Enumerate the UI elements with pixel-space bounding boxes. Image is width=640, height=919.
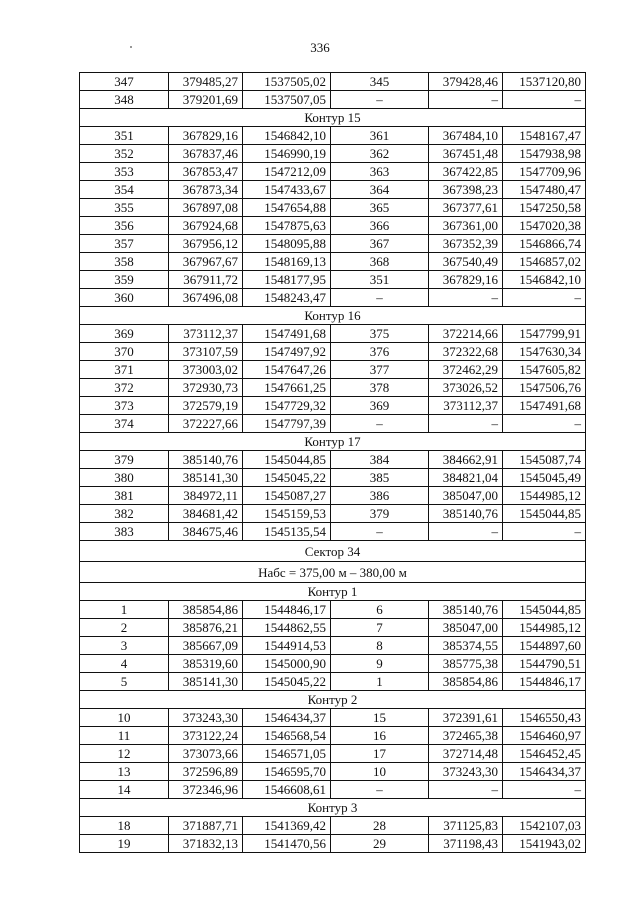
x-coordinate-cell: 373122,24 (169, 727, 243, 745)
contour-heading-row (80, 433, 586, 451)
x-coordinate-cell: 367911,72 (169, 271, 243, 289)
y-coordinate-cell: 1548095,88 (243, 235, 331, 253)
x-coordinate-cell: 385140,76 (429, 601, 503, 619)
contour-title: Контур 2 (80, 691, 586, 709)
y-coordinate-cell: 1537120,80 (503, 73, 586, 91)
point-number-cell: 11 (80, 727, 169, 745)
x-coordinate-cell: 385854,86 (429, 673, 503, 691)
x-coordinate-cell: 373243,30 (429, 763, 503, 781)
point-number-cell: 358 (80, 253, 169, 271)
y-coordinate-cell: 1547020,38 (503, 217, 586, 235)
point-number-cell: 376 (331, 343, 429, 361)
y-coordinate-cell: 1546866,74 (503, 235, 586, 253)
y-coordinate-cell: 1546452,45 (503, 745, 586, 763)
point-number-cell: 13 (80, 763, 169, 781)
y-coordinate-cell: 1546434,37 (243, 709, 331, 727)
point-number-cell: 7 (331, 619, 429, 637)
y-coordinate-cell: 1547709,96 (503, 163, 586, 181)
table-row (80, 601, 586, 619)
y-coordinate-cell: 1547729,32 (243, 397, 331, 415)
y-coordinate-cell: 1547506,76 (503, 379, 586, 397)
point-number-cell: 6 (331, 601, 429, 619)
point-number-cell: 356 (80, 217, 169, 235)
x-coordinate-cell: 372391,61 (429, 709, 503, 727)
x-coordinate-cell: 367451,48 (429, 145, 503, 163)
point-number-cell: – (331, 415, 429, 433)
y-coordinate-cell: 1547491,68 (503, 397, 586, 415)
y-coordinate-cell: 1547647,26 (243, 361, 331, 379)
y-coordinate-cell: 1546842,10 (243, 127, 331, 145)
point-number-cell: 377 (331, 361, 429, 379)
point-number-cell: 365 (331, 199, 429, 217)
point-number-cell: 1 (331, 673, 429, 691)
y-coordinate-cell: 1547491,68 (243, 325, 331, 343)
contour-heading-row (80, 583, 586, 601)
point-number-cell: 9 (331, 655, 429, 673)
point-number-cell: 382 (80, 505, 169, 523)
x-coordinate-cell: 384821,04 (429, 469, 503, 487)
y-coordinate-cell: 1547480,47 (503, 181, 586, 199)
y-coordinate-cell: 1541369,42 (243, 817, 331, 835)
x-coordinate-cell: 373243,30 (169, 709, 243, 727)
x-coordinate-cell: 385667,09 (169, 637, 243, 655)
table-row (80, 745, 586, 763)
x-coordinate-cell: 372930,73 (169, 379, 243, 397)
y-coordinate-cell: 1546434,37 (503, 763, 586, 781)
point-number-cell: 385 (331, 469, 429, 487)
contour-title: Контур 16 (80, 307, 586, 325)
table-row (80, 523, 586, 541)
y-coordinate-cell: 1544790,51 (503, 655, 586, 673)
y-coordinate-cell: 1544985,12 (503, 487, 586, 505)
y-coordinate-cell: 1547605,82 (503, 361, 586, 379)
x-coordinate-cell: 372346,96 (169, 781, 243, 799)
x-coordinate-cell: 372227,66 (169, 415, 243, 433)
y-coordinate-cell: 1544914,53 (243, 637, 331, 655)
y-coordinate-cell: 1542107,03 (503, 817, 586, 835)
point-number-cell: 10 (331, 763, 429, 781)
point-number-cell: 351 (80, 127, 169, 145)
sector-row (80, 541, 586, 562)
point-number-cell: 357 (80, 235, 169, 253)
x-coordinate-cell: 385374,55 (429, 637, 503, 655)
table-row (80, 181, 586, 199)
point-number-cell: 351 (331, 271, 429, 289)
point-number-cell: 347 (80, 73, 169, 91)
x-coordinate-cell: 385047,00 (429, 487, 503, 505)
table-row (80, 325, 586, 343)
x-coordinate-cell: 373112,37 (169, 325, 243, 343)
y-coordinate-cell: 1546550,43 (503, 709, 586, 727)
point-number-cell: 28 (331, 817, 429, 835)
x-coordinate-cell: 367829,16 (169, 127, 243, 145)
table-row (80, 361, 586, 379)
x-coordinate-cell: 385141,30 (169, 469, 243, 487)
table-row (80, 217, 586, 235)
x-coordinate-cell: 385854,86 (169, 601, 243, 619)
x-coordinate-cell: – (429, 415, 503, 433)
y-coordinate-cell: 1544846,17 (503, 673, 586, 691)
y-coordinate-cell: 1548169,13 (243, 253, 331, 271)
x-coordinate-cell: 372462,29 (429, 361, 503, 379)
y-coordinate-cell: 1537507,05 (243, 91, 331, 109)
y-coordinate-cell: 1545044,85 (503, 505, 586, 523)
contour-heading-row (80, 307, 586, 325)
y-coordinate-cell: 1546568,54 (243, 727, 331, 745)
x-coordinate-cell: – (429, 523, 503, 541)
x-coordinate-cell: 367398,23 (429, 181, 503, 199)
point-number-cell: 18 (80, 817, 169, 835)
x-coordinate-cell: 367897,08 (169, 199, 243, 217)
y-coordinate-cell: 1546571,05 (243, 745, 331, 763)
table-row (80, 199, 586, 217)
x-coordinate-cell: 367352,39 (429, 235, 503, 253)
y-coordinate-cell: 1547799,91 (503, 325, 586, 343)
y-coordinate-cell: 1547654,88 (243, 199, 331, 217)
y-coordinate-cell: – (503, 415, 586, 433)
x-coordinate-cell: 372579,19 (169, 397, 243, 415)
x-coordinate-cell: 385775,38 (429, 655, 503, 673)
point-number-cell: 348 (80, 91, 169, 109)
y-coordinate-cell: – (503, 523, 586, 541)
y-coordinate-cell: 1547797,39 (243, 415, 331, 433)
table-row (80, 289, 586, 307)
x-coordinate-cell: 384675,46 (169, 523, 243, 541)
point-number-cell: 374 (80, 415, 169, 433)
point-number-cell: 369 (80, 325, 169, 343)
table-row (80, 619, 586, 637)
x-coordinate-cell: 367829,16 (429, 271, 503, 289)
table-row (80, 727, 586, 745)
y-coordinate-cell: 1545044,85 (243, 451, 331, 469)
y-coordinate-cell: 1548243,47 (243, 289, 331, 307)
point-number-cell: 16 (331, 727, 429, 745)
point-number-cell: 373 (80, 397, 169, 415)
point-number-cell: 29 (331, 835, 429, 853)
table-row (80, 637, 586, 655)
y-coordinate-cell: 1544862,55 (243, 619, 331, 637)
point-number-cell: 379 (80, 451, 169, 469)
table-row (80, 673, 586, 691)
coordinates-table (79, 72, 586, 853)
point-number-cell: 4 (80, 655, 169, 673)
table-row (80, 781, 586, 799)
x-coordinate-cell: 385140,76 (429, 505, 503, 523)
table-row (80, 763, 586, 781)
table-row (80, 469, 586, 487)
point-number-cell: 353 (80, 163, 169, 181)
x-coordinate-cell: 367377,61 (429, 199, 503, 217)
table-row (80, 271, 586, 289)
point-number-cell: 1 (80, 601, 169, 619)
point-number-cell: 381 (80, 487, 169, 505)
table-row (80, 451, 586, 469)
point-number-cell: 378 (331, 379, 429, 397)
sector-title: Набс = 375,00 м – 380,00 м (80, 562, 586, 583)
x-coordinate-cell: 373107,59 (169, 343, 243, 361)
point-number-cell: 366 (331, 217, 429, 235)
table-row (80, 379, 586, 397)
y-coordinate-cell: 1545087,74 (503, 451, 586, 469)
x-coordinate-cell: 373026,52 (429, 379, 503, 397)
point-number-cell: 386 (331, 487, 429, 505)
point-number-cell: 3 (80, 637, 169, 655)
y-coordinate-cell: 1547250,58 (503, 199, 586, 217)
y-coordinate-cell: 1544985,12 (503, 619, 586, 637)
point-number-cell: 17 (331, 745, 429, 763)
y-coordinate-cell: 1541943,02 (503, 835, 586, 853)
table-row (80, 835, 586, 853)
y-coordinate-cell: 1537505,02 (243, 73, 331, 91)
point-number-cell: 360 (80, 289, 169, 307)
y-coordinate-cell: 1545045,22 (243, 673, 331, 691)
contour-title: Контур 15 (80, 109, 586, 127)
y-coordinate-cell: 1546842,10 (503, 271, 586, 289)
x-coordinate-cell: 372214,66 (429, 325, 503, 343)
y-coordinate-cell: 1545000,90 (243, 655, 331, 673)
point-number-cell: 370 (80, 343, 169, 361)
y-coordinate-cell: 1548177,95 (243, 271, 331, 289)
x-coordinate-cell: – (429, 91, 503, 109)
x-coordinate-cell: 367837,46 (169, 145, 243, 163)
point-number-cell: 5 (80, 673, 169, 691)
point-number-cell: 380 (80, 469, 169, 487)
contour-heading-row (80, 109, 586, 127)
y-coordinate-cell: 1546990,19 (243, 145, 331, 163)
table-row (80, 73, 586, 91)
point-number-cell: 367 (331, 235, 429, 253)
x-coordinate-cell: 372322,68 (429, 343, 503, 361)
table-row (80, 397, 586, 415)
x-coordinate-cell: 371887,71 (169, 817, 243, 835)
x-coordinate-cell: 367361,00 (429, 217, 503, 235)
table-row (80, 505, 586, 523)
y-coordinate-cell: 1544897,60 (503, 637, 586, 655)
point-number-cell: – (331, 523, 429, 541)
y-coordinate-cell: 1547938,98 (503, 145, 586, 163)
point-number-cell: 10 (80, 709, 169, 727)
sector-title: Сектор 34 (80, 541, 586, 562)
y-coordinate-cell: 1547433,67 (243, 181, 331, 199)
x-coordinate-cell: 385141,30 (169, 673, 243, 691)
x-coordinate-cell: 384681,42 (169, 505, 243, 523)
contour-title: Контур 1 (80, 583, 586, 601)
y-coordinate-cell: 1545159,53 (243, 505, 331, 523)
y-coordinate-cell: 1545045,22 (243, 469, 331, 487)
point-number-cell: 364 (331, 181, 429, 199)
y-coordinate-cell: 1547212,09 (243, 163, 331, 181)
point-number-cell: 369 (331, 397, 429, 415)
x-coordinate-cell: 367924,68 (169, 217, 243, 235)
y-coordinate-cell: 1545087,27 (243, 487, 331, 505)
x-coordinate-cell: 385876,21 (169, 619, 243, 637)
point-number-cell: 14 (80, 781, 169, 799)
x-coordinate-cell: 367956,12 (169, 235, 243, 253)
point-number-cell: 383 (80, 523, 169, 541)
point-number-cell: 355 (80, 199, 169, 217)
x-coordinate-cell: 373073,66 (169, 745, 243, 763)
point-number-cell: 15 (331, 709, 429, 727)
y-coordinate-cell: 1546460,97 (503, 727, 586, 745)
y-coordinate-cell: 1541470,56 (243, 835, 331, 853)
contour-heading-row (80, 799, 586, 817)
y-coordinate-cell: 1546857,02 (503, 253, 586, 271)
point-number-cell: 19 (80, 835, 169, 853)
y-coordinate-cell: 1544846,17 (243, 601, 331, 619)
table-row (80, 235, 586, 253)
table-row (80, 91, 586, 109)
x-coordinate-cell: 367967,67 (169, 253, 243, 271)
x-coordinate-cell: 367873,34 (169, 181, 243, 199)
point-number-cell: 363 (331, 163, 429, 181)
point-number-cell: 352 (80, 145, 169, 163)
point-number-cell: 375 (331, 325, 429, 343)
x-coordinate-cell: 385047,00 (429, 619, 503, 637)
y-coordinate-cell: 1545045,49 (503, 469, 586, 487)
point-number-cell: 2 (80, 619, 169, 637)
x-coordinate-cell: 379485,27 (169, 73, 243, 91)
point-number-cell: – (331, 781, 429, 799)
point-number-cell: 345 (331, 73, 429, 91)
point-number-cell: 362 (331, 145, 429, 163)
y-coordinate-cell: 1547875,63 (243, 217, 331, 235)
x-coordinate-cell: 367540,49 (429, 253, 503, 271)
table-row (80, 253, 586, 271)
x-coordinate-cell: 367853,47 (169, 163, 243, 181)
point-number-cell: 361 (331, 127, 429, 145)
table-row (80, 343, 586, 361)
contour-heading-row (80, 691, 586, 709)
point-number-cell: 368 (331, 253, 429, 271)
x-coordinate-cell: 367484,10 (429, 127, 503, 145)
x-coordinate-cell: 372714,48 (429, 745, 503, 763)
x-coordinate-cell: 384662,91 (429, 451, 503, 469)
y-coordinate-cell: 1546608,61 (243, 781, 331, 799)
x-coordinate-cell: 379428,46 (429, 73, 503, 91)
x-coordinate-cell: 385319,60 (169, 655, 243, 673)
x-coordinate-cell: 367496,08 (169, 289, 243, 307)
sector-row (80, 562, 586, 583)
x-coordinate-cell: 379201,69 (169, 91, 243, 109)
y-coordinate-cell: 1545135,54 (243, 523, 331, 541)
point-number-cell: 8 (331, 637, 429, 655)
point-number-cell: 372 (80, 379, 169, 397)
point-number-cell: 12 (80, 745, 169, 763)
y-coordinate-cell: – (503, 781, 586, 799)
y-coordinate-cell: 1547630,34 (503, 343, 586, 361)
point-number-cell: 384 (331, 451, 429, 469)
x-coordinate-cell: 372465,38 (429, 727, 503, 745)
point-number-cell: 354 (80, 181, 169, 199)
table-row (80, 127, 586, 145)
page-number: 336 (310, 40, 330, 55)
y-coordinate-cell: 1548167,47 (503, 127, 586, 145)
x-coordinate-cell: – (429, 289, 503, 307)
table-row (80, 163, 586, 181)
x-coordinate-cell: 372596,89 (169, 763, 243, 781)
point-number-cell: – (331, 91, 429, 109)
point-number-cell: – (331, 289, 429, 307)
x-coordinate-cell: 371125,83 (429, 817, 503, 835)
table-row (80, 817, 586, 835)
y-coordinate-cell: 1546595,70 (243, 763, 331, 781)
table-row (80, 655, 586, 673)
x-coordinate-cell: 373003,02 (169, 361, 243, 379)
contour-title: Контур 3 (80, 799, 586, 817)
x-coordinate-cell: 385140,76 (169, 451, 243, 469)
table-row (80, 145, 586, 163)
y-coordinate-cell: 1547497,92 (243, 343, 331, 361)
table-row (80, 487, 586, 505)
scan-speck (130, 46, 132, 48)
y-coordinate-cell: – (503, 289, 586, 307)
x-coordinate-cell: 384972,11 (169, 487, 243, 505)
x-coordinate-cell: 367422,85 (429, 163, 503, 181)
contour-title: Контур 17 (80, 433, 586, 451)
table-row (80, 415, 586, 433)
x-coordinate-cell: – (429, 781, 503, 799)
y-coordinate-cell: 1545044,85 (503, 601, 586, 619)
point-number-cell: 379 (331, 505, 429, 523)
point-number-cell: 371 (80, 361, 169, 379)
x-coordinate-cell: 371198,43 (429, 835, 503, 853)
x-coordinate-cell: 373112,37 (429, 397, 503, 415)
table-row (80, 709, 586, 727)
point-number-cell: 359 (80, 271, 169, 289)
x-coordinate-cell: 371832,13 (169, 835, 243, 853)
y-coordinate-cell: 1547661,25 (243, 379, 331, 397)
y-coordinate-cell: – (503, 91, 586, 109)
